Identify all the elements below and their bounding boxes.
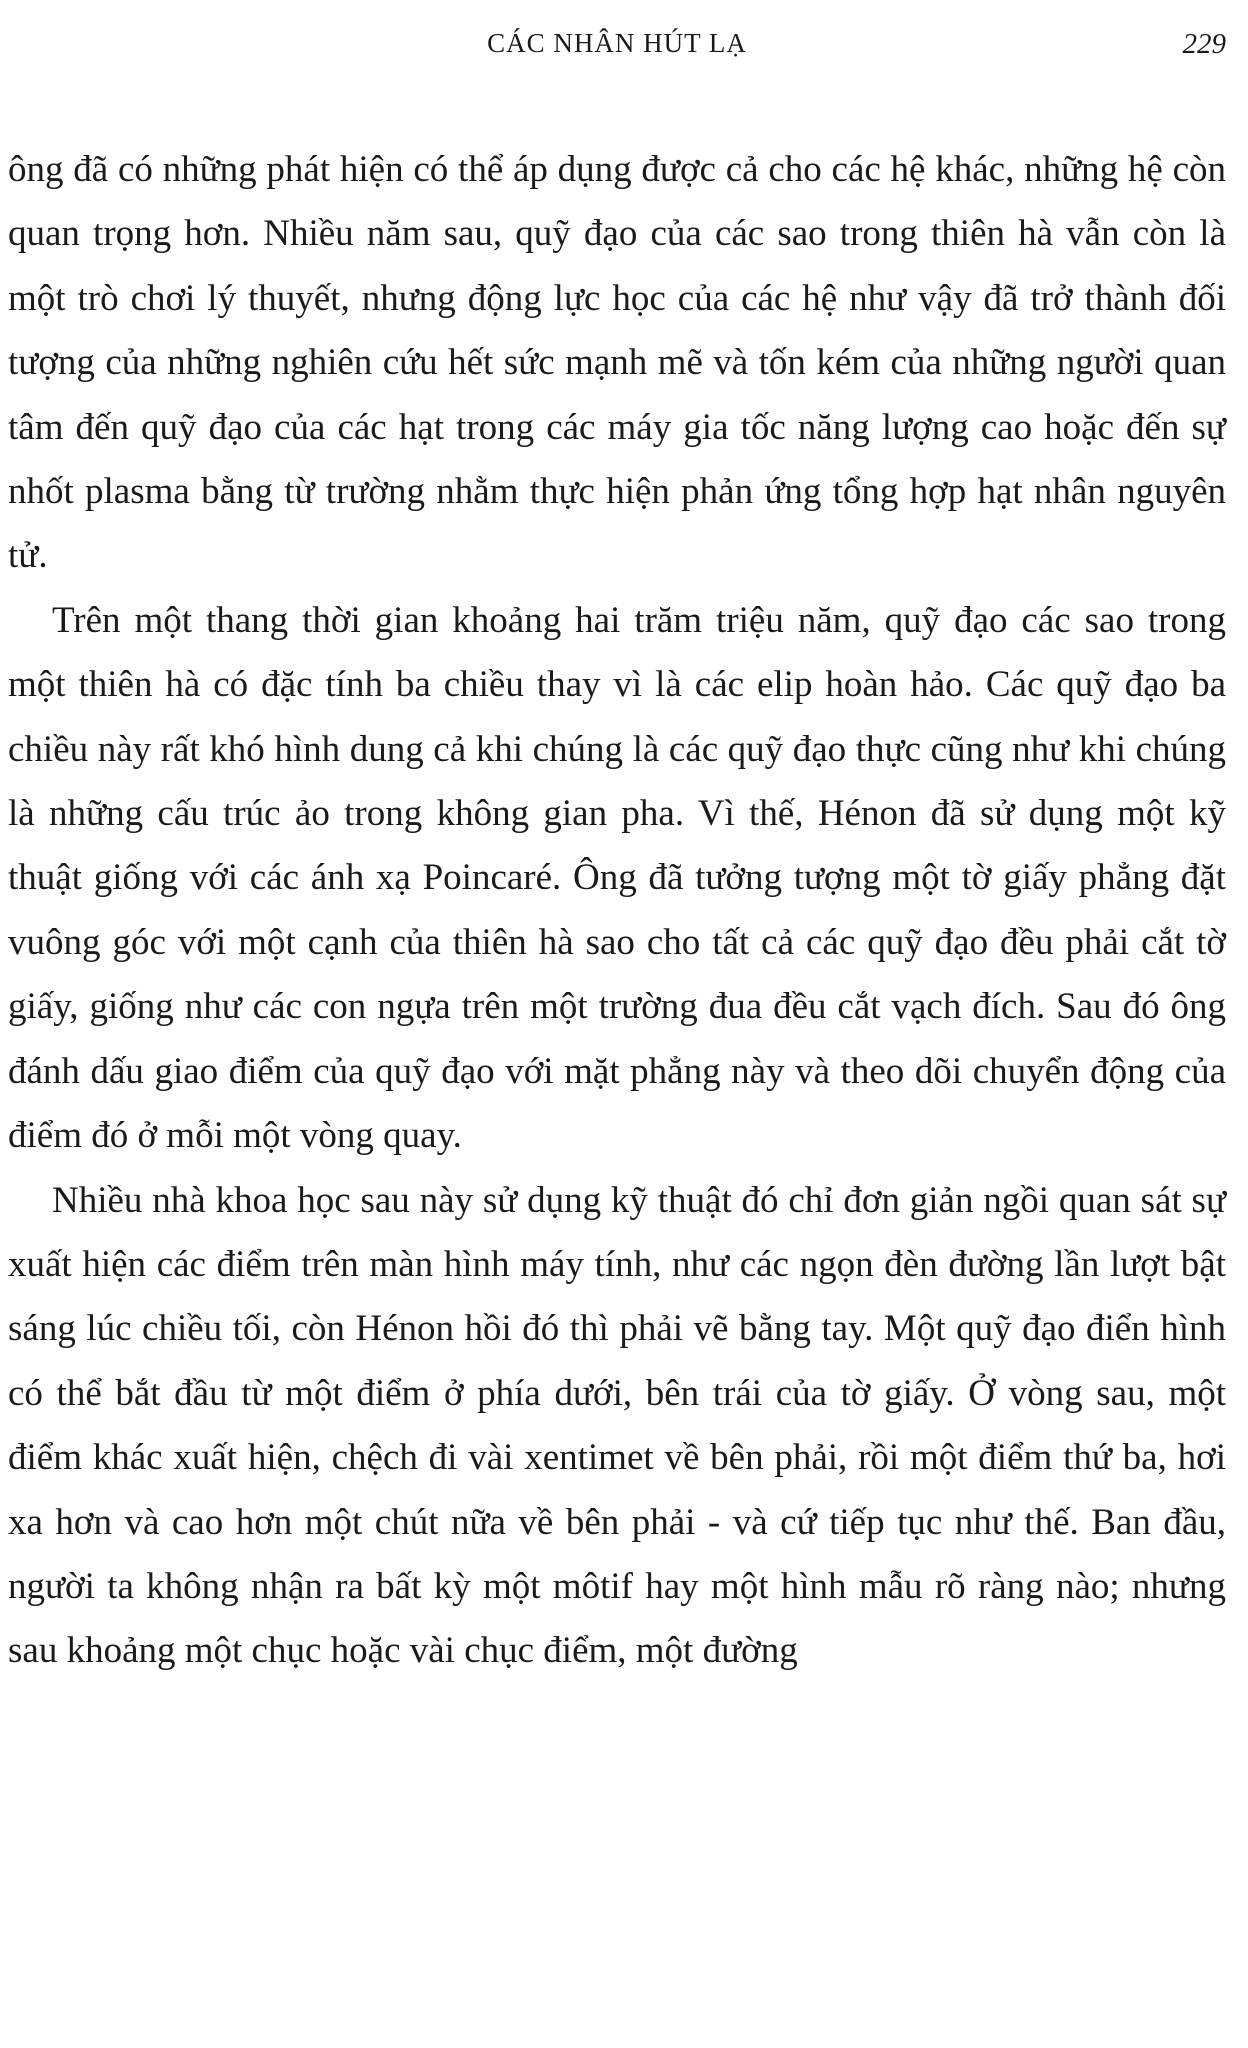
page-number: 229	[1182, 28, 1226, 60]
body-text	[8, 138, 1226, 1684]
paragraph-continuation: ông đã có những phát hiện có thể áp dụng được cả cho các hệ khác, những hệ còn quan trọng hơn. Nhiều năm sau, quỹ đạo của các sao trong thiên hà vẫn còn là một trò chơi lý thuyết, nhưng động lực học của các hệ như vậy đã trở thành đối tượng của những nghiên cứu hết sức mạnh mẽ và tốn kém của những người quan tâm đến quỹ đạo của các hạt trong các máy gia tốc năng lượng cao hoặc đến sự nhốt plasma bằng từ trường nhằm thực hiện phản ứng tổng hợp hạt nhân nguyên tử.	[8, 149, 1226, 577]
page-header	[8, 28, 1226, 68]
paragraph-plotting-points: Nhiều nhà khoa học sau này sử dụng kỹ thuật đó chỉ đơn giản ngồi quan sát sự xuất hiện các điểm trên màn hình máy tính, như các ngọn đèn đường lần lượt bật sáng lúc chiều tối, còn Hénon hồi đó thì phải vẽ bằng tay. Một quỹ đạo điển hình có thể bắt đầu từ một điểm ở phía dưới, bên trái của tờ giấy. Ở vòng sau, một điểm khác xuất hiện, chệch đi vài xentimet về bên phải, rồi một điểm thứ ba, hơi xa hơn và cao hơn một chút nữa về bên phải - và cứ tiếp tục như thế. Ban đầu, người ta không nhận ra bất kỳ một môtif hay một hình mẫu rõ ràng nào; nhưng sau khoảng một chục hoặc vài chục điểm, một đường	[8, 1179, 1226, 1672]
running-title: CÁC NHÂN HÚT LẠ	[487, 28, 747, 58]
paragraph-star-orbits: Trên một thang thời gian khoảng hai trăm triệu năm, quỹ đạo các sao trong một thiên hà có đặc tính ba chiều thay vì là các elip hoàn hảo. Các quỹ đạo ba chiều này rất khó hình dung cả khi chúng là các quỹ đạo thực cũng như khi chúng là những cấu trúc ảo trong không gian pha. Vì thế, Hénon đã sử dụng một kỹ thuật giống với các ánh xạ Poincaré. Ông đã tưởng tượng một tờ giấy phẳng đặt vuông góc với một cạnh của thiên hà sao cho tất cả các quỹ đạo đều phải cắt tờ giấy, giống như các con ngựa trên một trường đua đều cắt vạch đích. Sau đó ông đánh dấu giao điểm của quỹ đạo với mặt phẳng này và theo dõi chuyển động của điểm đó ở mỗi một vòng quay.	[8, 599, 1226, 1157]
